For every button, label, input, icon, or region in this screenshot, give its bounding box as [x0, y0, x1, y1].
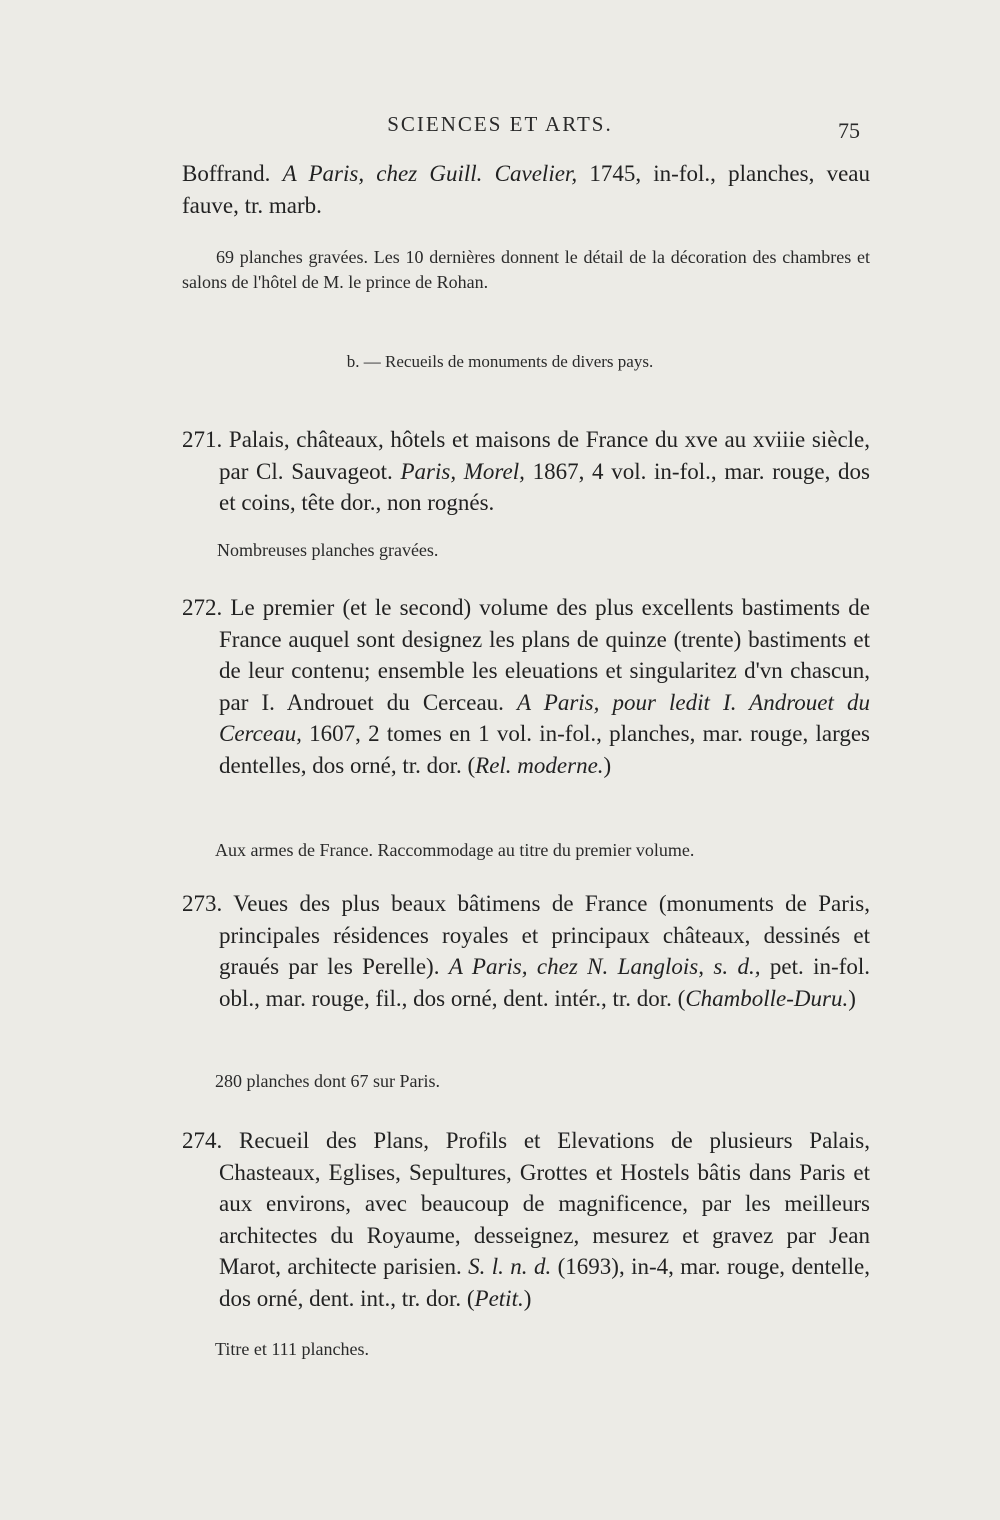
entry-continuation-text: Boffrand. A Paris, chez Guill. Cavelier, 1745, in-fol., planches, veau fauve, tr. marb. — [182, 161, 870, 218]
entry-274 — [182, 1125, 870, 1314]
entry-271-text: 271. Palais, châteaux, hôtels et maisons de France du xve au xviiie siècle, par Cl. Sauvageot. Paris, Morel, 1867, 4 vol. in-fol., mar. rouge, dos et coins, tête dor., non rognés. — [182, 427, 871, 515]
entry-271-note: Nombreuses planches gravées. — [217, 540, 439, 560]
entry-272 — [182, 592, 870, 781]
entry-number: 273. — [182, 891, 223, 916]
entry-272-note: Aux armes de France. Raccommodage au titre du premier volume. — [215, 840, 695, 860]
entry-273 — [182, 888, 870, 1014]
entry-273-text: 273. Veues des plus beaux bâtimens de France (monuments de Paris, principales résidences royales et principaux châteaux, dessinés et graués par les Perelle). A Paris, chez N. Langlois, s. d., pet. in-fol. obl., mar. rouge, fil., dos orné, dent. intér., tr. dor. (Chambolle-Duru.) — [182, 891, 871, 1011]
entry-274-note: Titre et 111 planches. — [215, 1339, 369, 1359]
page-number: 75 — [838, 118, 860, 143]
entry-number: 272. — [182, 595, 223, 620]
running-header: SCIENCES ET ARTS. — [387, 112, 613, 136]
entry-274-text: 274. Recueil des Plans, Profils et Elevations de plusieurs Palais, Chasteaux, Eglises, Sepultures, Grottes et Hostels bâtis dans Paris et aux environs, avec beaucoup de magnificence, par les meilleurs architectes du Royaume, desseignez, mesurez et gravez par Jean Marot, architecte parisien. S. l. n. d. (1693), in-4, mar. rouge, dentelle, dos orné, dent. int., tr. dor. (Petit.) — [182, 1128, 871, 1311]
entry-number: 274. — [182, 1128, 223, 1153]
entry-271 — [182, 424, 870, 519]
entry-number: 271. — [182, 427, 223, 452]
entry-continuation — [182, 158, 870, 221]
entry-272-note-block — [215, 838, 875, 863]
subsection-heading: b. — Recueils de monuments de divers pays. — [346, 352, 654, 371]
entry-continuation-note-block — [182, 245, 870, 295]
entry-271-note-block — [217, 538, 817, 563]
entry-273-note: 280 planches dont 67 sur Paris. — [215, 1071, 440, 1091]
entry-continuation-note: 69 planches gravées. Les 10 dernières donnent le détail de la décoration des chambres et salons de l'hôtel de M. le prince de Rohan. — [182, 247, 870, 292]
entry-273-note-block — [215, 1069, 815, 1094]
entry-272-text: 272. Le premier (et le second) volume des plus excellents bastiments de France auquel sont designez les plans de quinze (trente) bastiments et de leur contenu; ensemble les eleuations et singularitez d'vn chascun, par I. Androuet du Cerceau. A Paris, pour ledit I. Androuet du Cerceau, 1607, 2 tomes en 1 vol. in-fol., planches, mar. rouge, larges dentelles, dos orné, tr. dor. (Rel. moderne.) — [182, 595, 870, 778]
entry-274-note-block — [215, 1337, 815, 1362]
